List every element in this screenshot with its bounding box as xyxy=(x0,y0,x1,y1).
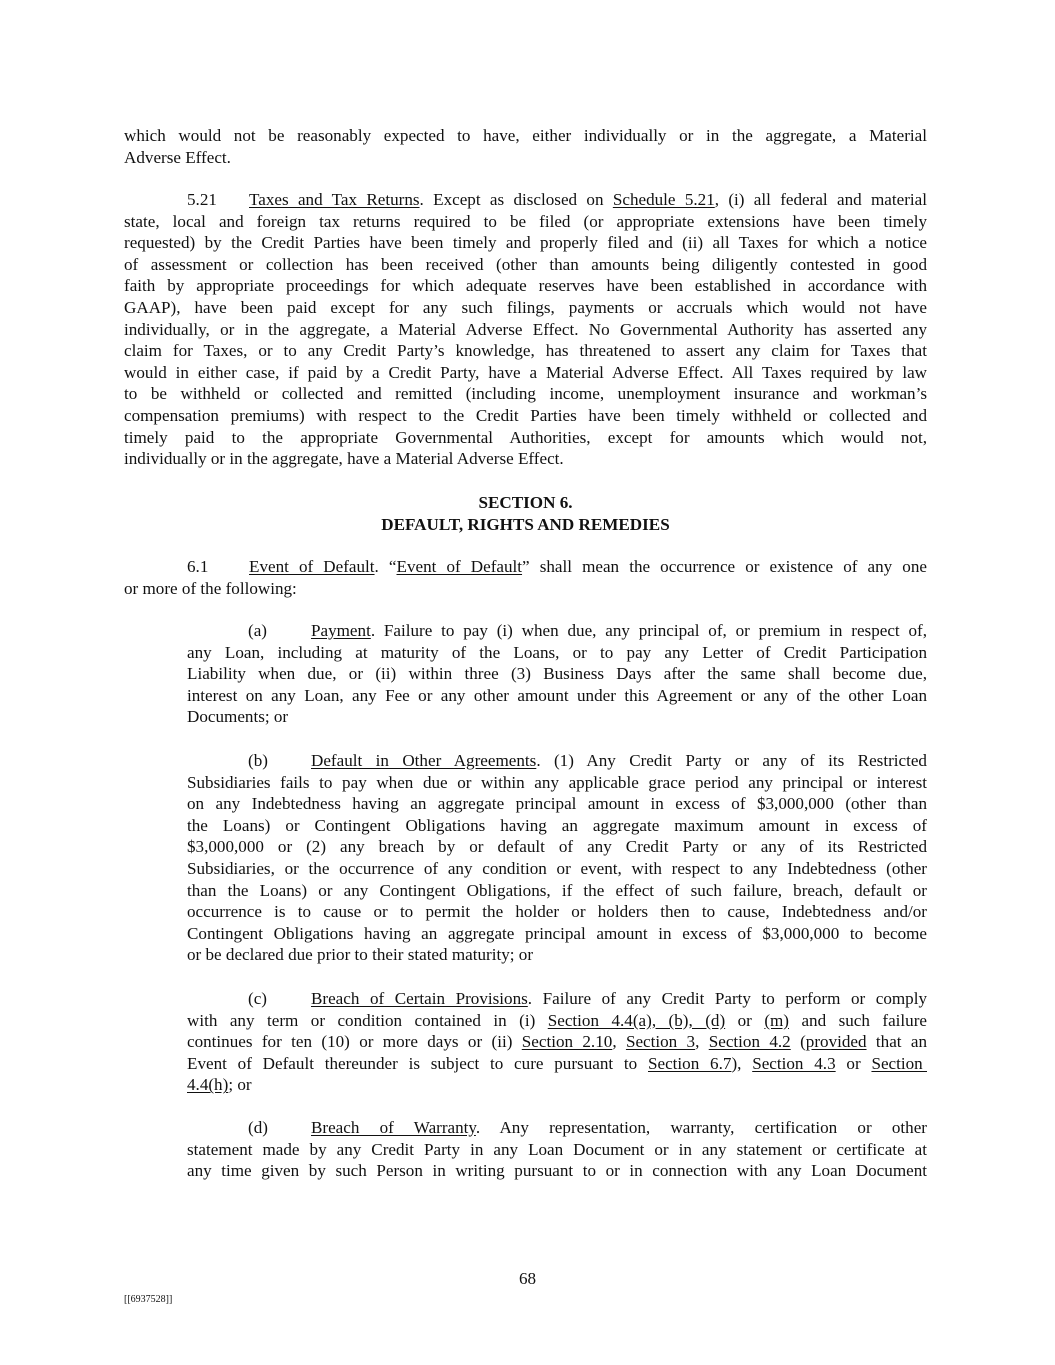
section-reference: (m) xyxy=(764,1010,789,1030)
text-fragment: . Failure of any Credit Party to perform or comply xyxy=(527,989,928,1008)
text-line: Subsidiaries, or the occurrence of any condition or event, with respect to any Indebtedness (other xyxy=(187,858,927,878)
text-line: any Loan, including at maturity of the Loans, or to pay any Letter of Credit Participation xyxy=(187,642,927,662)
text-line: faith by appropriate proceedings for which adequate reserves have been established in accordance with xyxy=(124,276,927,296)
text-fragment: ” shall mean the occurrence or existence of any one xyxy=(522,557,927,576)
text-fragment: . Any representation, warranty, certification or other xyxy=(475,1118,927,1137)
section-reference: Section 2.10 xyxy=(521,1032,613,1052)
section-reference: 4.4(h) xyxy=(187,1075,229,1095)
item-label: (c) xyxy=(248,989,267,1008)
section-heading-title: DEFAULT, RIGHTS AND REMEDIES xyxy=(381,514,670,534)
text-fragment: continues for ten (10) or more days or (ii) xyxy=(187,1032,522,1052)
text-fragment: . Failure to pay (i) when due, any principal of, or premium in respect of, xyxy=(370,621,927,640)
text-line xyxy=(187,1053,927,1075)
text-fragment: or xyxy=(835,1053,872,1073)
item-a-paragraph xyxy=(187,620,927,728)
section-number: 6.1 xyxy=(187,557,209,576)
item-title: Breach of Certain Provisions xyxy=(311,989,528,1008)
item-label: (a) xyxy=(248,621,267,640)
text-line: individually or in the aggregate, have a Material Adverse Effect. xyxy=(124,449,564,469)
document-id: [[6937528]] xyxy=(124,1294,173,1305)
text-line: or more of the following: xyxy=(124,578,297,598)
section-reference: Section 4.3 xyxy=(752,1053,836,1073)
text-fragment: with any term or condition contained in (i) xyxy=(187,1010,548,1030)
item-d-paragraph xyxy=(187,1117,927,1182)
text-line xyxy=(187,1074,927,1096)
schedule-reference: Schedule 5.21 xyxy=(612,190,715,209)
text-line: GAAP), have been paid except for any such filings, payments or accruals which would not have xyxy=(124,297,927,317)
text-line: on any Indebtedness having an aggregate principal amount in excess of $3,000,000 (other than xyxy=(187,794,927,814)
text-fragment: or xyxy=(725,1010,765,1030)
text-line: $3,000,000 or (2) any breach by or default of any Credit Party or any of its Restricted xyxy=(187,837,927,857)
text-fragment: , xyxy=(695,1032,709,1052)
text-line: occurrence is to cause or to permit the holder or holders then to cause, Indebtedness and/or xyxy=(187,902,927,922)
text-fragment: . (1) Any Credit Party or any of its Restricted xyxy=(536,751,927,770)
text-fragment: . “ xyxy=(374,557,397,576)
section-reference: Section xyxy=(871,1053,927,1073)
text-line: Liability when due, or (ii) within three (3) Business Days after the same shall become due, xyxy=(187,664,927,684)
text-fragment: . Except as disclosed on xyxy=(419,190,613,209)
section-reference: Section 4.4(a), (b), (d) xyxy=(547,1010,726,1030)
item-title: Payment xyxy=(311,621,371,640)
text-line: or be declared due prior to their stated maturity; or xyxy=(187,945,534,965)
section-6-1-paragraph xyxy=(124,556,927,599)
text-line xyxy=(187,750,927,772)
text-line: any time given by such Person in writing pursuant to or in connection with any Loan Document xyxy=(187,1161,927,1181)
text-line: Contingent Obligations having an aggregate principal amount in excess of $3,000,000 to become xyxy=(187,923,927,943)
continuation-paragraph xyxy=(124,125,927,168)
text-fragment: ), xyxy=(731,1053,753,1073)
section-5-21-paragraph xyxy=(124,189,927,470)
text-line: compensation premiums) with respect to the Credit Parties have been timely withheld or collected and xyxy=(124,405,927,425)
text-line: which would not be reasonably expected to have, either individually or in the aggregate, a Material xyxy=(124,126,927,145)
text-line: requested) by the Credit Parties have been timely and properly filed and (ii) all Taxes for which a notice xyxy=(124,233,927,253)
item-label: (d) xyxy=(248,1118,268,1137)
section-title: Event of Default xyxy=(249,557,375,576)
text-fragment: ( xyxy=(790,1032,806,1052)
text-line: would in either case, if paid by a Credit Party, have a Material Adverse Effect. All Taxes required by law xyxy=(124,362,927,382)
text-line xyxy=(187,620,927,642)
item-title: Default in Other Agreements xyxy=(311,751,537,770)
item-label: (b) xyxy=(248,751,268,770)
text-fragment: that an xyxy=(866,1032,928,1052)
text-fragment: ; or xyxy=(228,1075,252,1095)
text-line xyxy=(187,1010,927,1032)
text-line: Adverse Effect. xyxy=(124,147,231,167)
section-heading-number: SECTION 6. xyxy=(478,493,573,512)
item-b-paragraph xyxy=(187,750,927,966)
item-c-paragraph xyxy=(187,988,927,1096)
section-reference: Section 4.2 xyxy=(708,1032,791,1052)
text-line: interest on any Loan, any Fee or any other amount under this Agreement or any of the other Loan xyxy=(187,685,927,705)
text-line xyxy=(187,1117,927,1139)
text-line: Documents; or xyxy=(187,707,289,727)
text-fragment: , xyxy=(612,1032,626,1052)
section-reference: Section 3 xyxy=(625,1032,696,1052)
page-number: 68 xyxy=(518,1269,537,1288)
section-reference: Section 6.7 xyxy=(648,1053,732,1073)
section-number: 5.21 xyxy=(187,190,217,209)
text-line: individually, or in the aggregate, a Material Adverse Effect. No Governmental Authority has asserted any xyxy=(124,319,927,339)
text-line: Subsidiaries fails to pay when due or within any applicable grace period any principal or interest xyxy=(187,772,927,792)
text-fragment: , (i) all federal and material xyxy=(714,190,927,209)
text-line xyxy=(124,556,927,578)
text-fragment: Event of Default thereunder is subject to cure pursuant to xyxy=(187,1053,648,1073)
text-fragment: and such failure xyxy=(789,1010,927,1030)
text-line: the Loans) or Contingent Obligations having an aggregate maximum amount in excess of xyxy=(187,815,927,835)
text-line: to be withheld or collected and remitted (including income, unemployment insurance and workman’s xyxy=(124,384,927,404)
text-line: state, local and foreign tax returns required to be filed (or appropriate extensions have been timely xyxy=(124,211,927,231)
text-line: statement made by any Credit Party in any Loan Document or in any statement or certificate at xyxy=(187,1139,927,1159)
text-line xyxy=(124,189,927,211)
defined-term: Event of Default xyxy=(396,557,523,576)
text-line: timely paid to the appropriate Governmental Authorities, except for amounts which would not, xyxy=(124,427,927,447)
text-line: of assessment or collection has been received (other than amounts being diligently contested in good xyxy=(124,254,927,274)
section-6-heading xyxy=(124,492,927,535)
text-line xyxy=(187,1031,927,1053)
text-line: than the Loans) or any Contingent Obligations, if the effect of such failure, breach, default or xyxy=(187,880,927,900)
item-title: Breach of Warranty xyxy=(311,1118,476,1137)
section-title: Taxes and Tax Returns xyxy=(249,190,420,209)
provided-term: provided xyxy=(805,1032,867,1052)
text-line: claim for Taxes, or to any Credit Party’s knowledge, has threatened to assert any claim for Taxes that xyxy=(124,341,927,361)
text-line xyxy=(187,988,927,1010)
